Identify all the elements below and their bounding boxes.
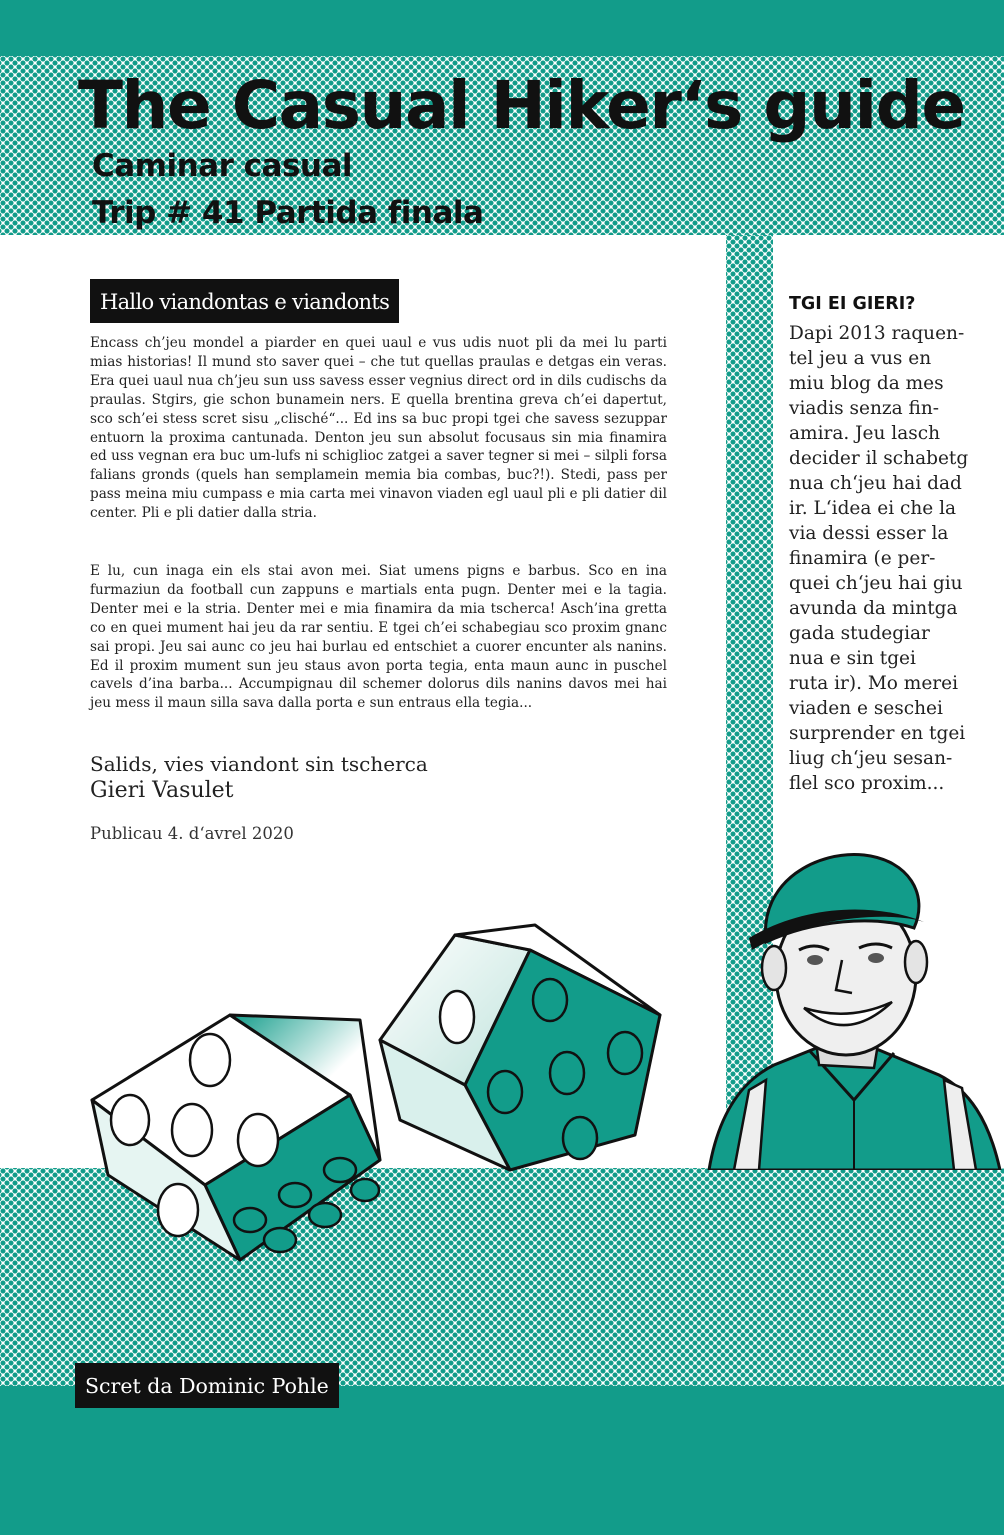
sidebar-heading: TGI EI GIERI? bbox=[789, 294, 916, 314]
article-author: Gieri Vasulet bbox=[90, 778, 234, 803]
top-band bbox=[0, 0, 1004, 56]
greeting-heading: Hallo viandontas e viandonts bbox=[90, 279, 399, 323]
publish-date: Publicau 4. d‘avrel 2020 bbox=[90, 824, 294, 843]
page-subtitle: Caminar casual bbox=[92, 148, 353, 184]
sidebar-text: Dapi 2013 raquen- tel jeu a vus en miu blog da mes viadis senza fin- amira. Jeu lasch decider il schabetg nua ch‘jeu hai dad ir. L‘idea ei che la via dessi esser la finamira (e per- quei ch‘jeu hai giu avunda da mintga gada studegiar nua e sin tgei ruta ir). Mo merei viaden e seschei surprender en tgei liug ch‘jeu sesan- flel sco proxim... bbox=[789, 323, 969, 794]
article-paragraph: Encass ch’jeu mondel a piarder en quei uaul e vus udis nuot pli da mei lu parti mias historias! Il mund sto saver quei – che tut quellas praulas e detgas ein veras. Era quei uaul nua ch’jeu sun uss savess esser vegnius direct ord in dils cudischs da praulas. Stgirs, gie schon bunamein ners. E quella brentina greva ch’ei dapertut, sco sch’ei stess scret sisu „clisché“... Ed ins sa buc propi tgei che savess sezuppar entuorn la proxima cantunada. Denton jeu sun absolut focusaus sin mia finamira ed uss vegnan era buc um-lufs ni schiglioc zatgei a saver tegner si mei – silpli forsa falians gronds (quels han semplamein memia bia combas, buc?!). Stedi, pass per pass meina miu cumpass e mia carta mei vinavon viaden egl uaul pli e pli datier dil center. Pli e pli datier dalla stria. bbox=[90, 335, 667, 522]
author-credit: Scret da Dominic Pohle bbox=[75, 1363, 339, 1408]
bottom-band bbox=[0, 1386, 1004, 1535]
trip-title: Trip # 41 Partida finala bbox=[92, 195, 484, 231]
hiker-portrait-illustration bbox=[704, 850, 1004, 1170]
article-signoff: Salids, vies viandont sin tscherca bbox=[90, 752, 428, 776]
article-paragraph: E lu, cun inaga ein els stai avon mei. Siat umens pigns e barbus. Sco en ina furmaziun da football cun zappuns e martials enta pugn. Denter mei e la tagia. Denter mei e la stria. Denter mei e mia finamira da mia tscherca! Asch’ina gretta co en quei mument hai jeu da rar sentiu. E tgei ch’ei schabegiau sco proxim gnanc sai propi. Jeu sai aunc co jeu hai burlau ed entschiet a cuorer encunter als nanins. Ed il proxim mument sun jeu staus avon porta tegia, enta maun aunc in puschel cavels d’ina barba... Accumpignau dil schemer dolorus dils nanins davos mei hai jeu mess il maun silla sava dalla porta e sun entraus ella tegia... bbox=[90, 563, 667, 712]
page-title: The Casual Hiker‘s guide bbox=[78, 67, 965, 144]
dice-illustration bbox=[80, 920, 680, 1280]
